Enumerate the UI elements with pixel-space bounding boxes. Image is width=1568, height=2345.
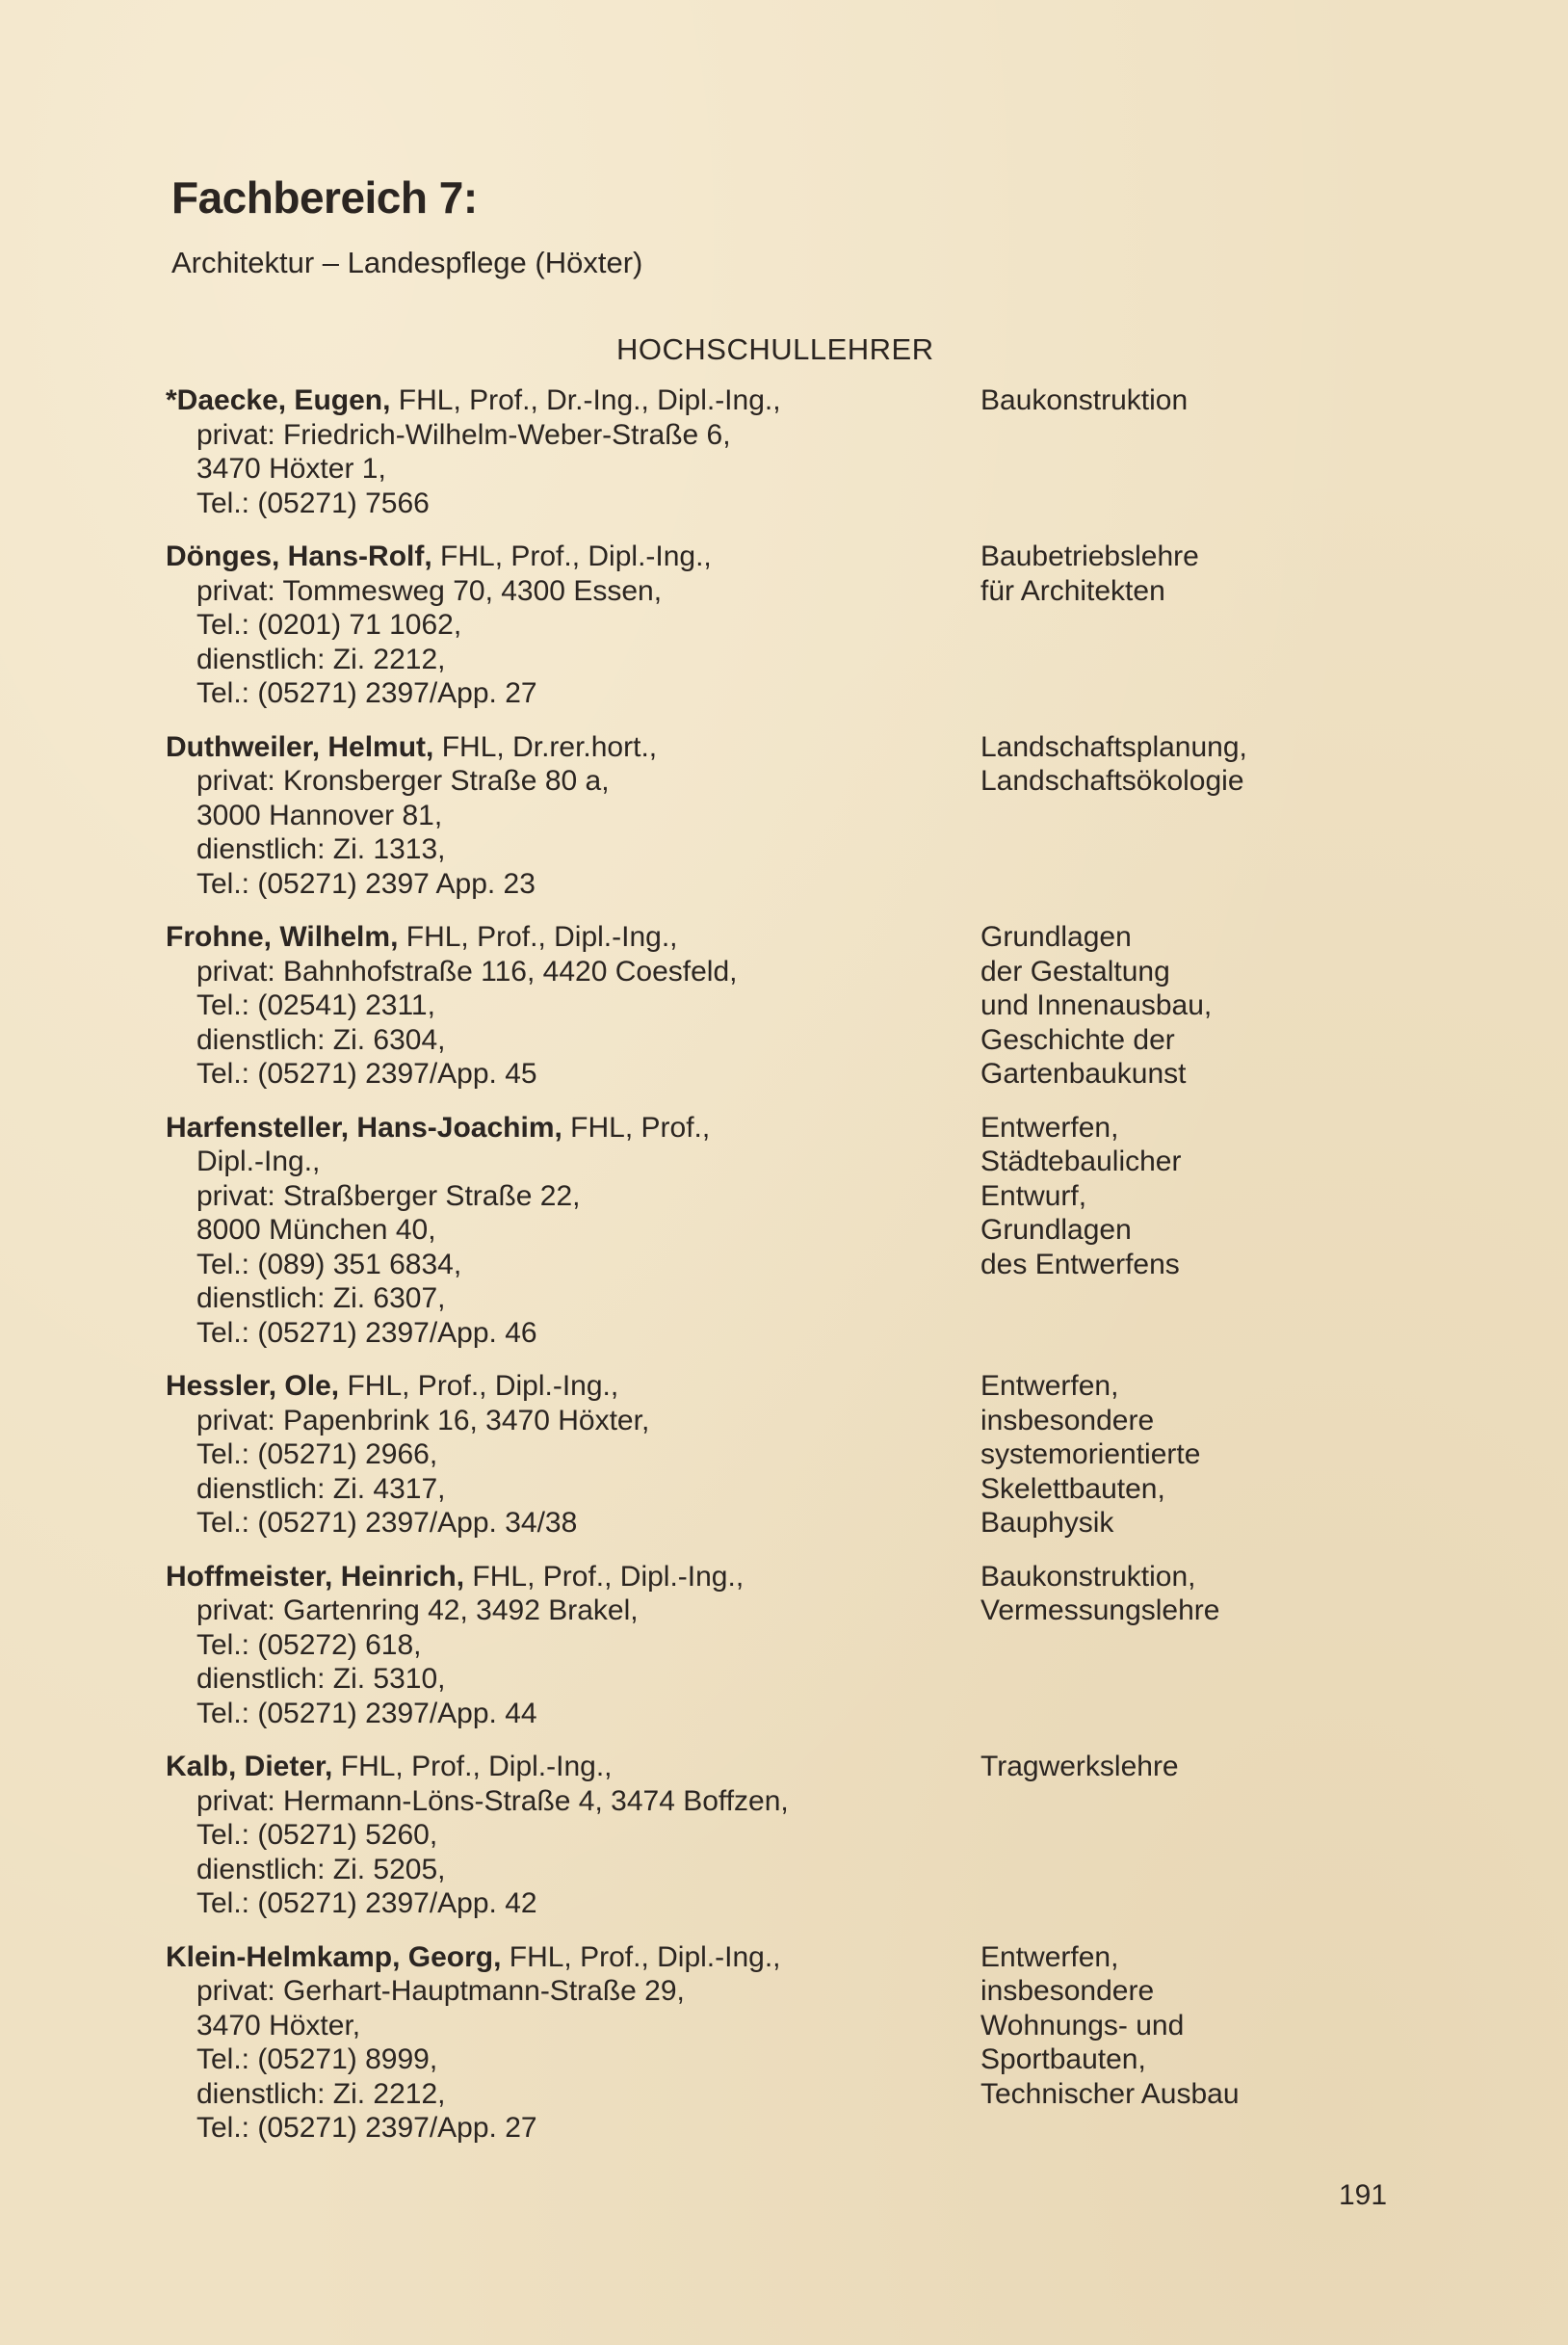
subject-line: Baubetriebslehre	[980, 540, 1199, 572]
staff-titles: FHL, Prof.,	[562, 1111, 711, 1144]
staff-detail-line: privat: Papenbrink 16, 3470 Höxter,	[196, 1404, 650, 1436]
subject-line: systemorientierte	[980, 1438, 1201, 1470]
subject-line: Entwerfen,	[980, 1940, 1119, 1973]
staff-detail-line: Tel.: (05271) 2966,	[196, 1438, 438, 1470]
staff-detail-line: Tel.: (05271) 2397/App. 27	[196, 677, 537, 709]
staff-titles: FHL, Prof., Dipl.-Ing.,	[431, 540, 712, 572]
staff-detail-line: privat: Friedrich-Wilhelm-Weber-Straße 6,	[196, 418, 731, 451]
subject-line: Entwurf,	[980, 1179, 1087, 1212]
subject-line: Grundlagen	[980, 921, 1132, 953]
staff-entry	[166, 1750, 1418, 1921]
staff-entry-details	[166, 383, 975, 520]
staff-entry-details	[166, 1111, 975, 1351]
staff-titles: FHL, Prof., Dipl.-Ing.,	[332, 1751, 613, 1782]
staff-detail-line: Tel.: (05271) 2397/App. 34/38	[196, 1507, 578, 1539]
staff-subjects	[980, 1750, 1385, 1784]
page-number: 191	[1339, 2179, 1388, 2211]
staff-detail-line: Tel.: (05271) 8999,	[196, 2043, 438, 2075]
staff-detail-line: Tel.: (05271) 7566	[196, 487, 430, 519]
staff-subjects	[980, 1940, 1385, 2112]
staff-titles: FHL, Prof., Dipl.-Ing.,	[398, 921, 678, 953]
staff-detail-line: Tel.: (05271) 2397 App. 23	[196, 867, 536, 900]
subject-line: Bauphysik	[980, 1507, 1114, 1539]
staff-titles: FHL, Dr.rer.hort.,	[433, 730, 658, 763]
staff-detail-line: dienstlich: Zi. 2212,	[196, 643, 446, 675]
staff-subjects	[980, 383, 1385, 418]
staff-name: Harfensteller, Hans-Joachim,	[166, 1111, 562, 1144]
page-title: Fachbereich 7:	[171, 172, 478, 223]
staff-entry-heading	[166, 920, 975, 955]
staff-detail-line: Tel.: (089) 351 6834,	[196, 1248, 462, 1280]
staff-detail-line: privat: Hermann-Löns-Straße 4, 3474 Boffzen,	[196, 1784, 789, 1817]
staff-subjects	[980, 1111, 1385, 1282]
staff-detail-line: Tel.: (05272) 618,	[196, 1628, 422, 1661]
staff-detail-line: 3470 Höxter,	[196, 2009, 361, 2042]
staff-detail-line: Tel.: (05271) 2397/App. 44	[196, 1697, 537, 1729]
staff-entry-details	[166, 540, 975, 711]
subject-line: Landschaftsplanung,	[980, 730, 1247, 763]
subject-line: Grundlagen	[980, 1214, 1132, 1246]
subject-line: Skelettbauten,	[980, 1472, 1165, 1505]
staff-entry	[166, 383, 1418, 520]
staff-subjects	[980, 1560, 1385, 1628]
subject-line: Vermessungslehre	[980, 1594, 1220, 1626]
subject-line: Entwerfen,	[980, 1370, 1119, 1402]
subject-line: Baukonstruktion	[980, 384, 1189, 416]
staff-detail-line: privat: Kronsberger Straße 80 a,	[196, 765, 610, 797]
staff-entry	[166, 1369, 1418, 1541]
staff-entry	[166, 920, 1418, 1092]
subject-line: Gartenbaukunst	[980, 1058, 1187, 1090]
subject-line: Technischer Ausbau	[980, 2077, 1240, 2110]
subject-line: Entwerfen,	[980, 1111, 1119, 1144]
staff-detail-line: Tel.: (05271) 2397/App. 27	[196, 2112, 537, 2144]
page-subtitle: Architektur – Landespflege (Höxter)	[171, 246, 643, 279]
staff-entry-heading	[166, 1111, 975, 1146]
staff-detail-line: dienstlich: Zi. 4317,	[196, 1472, 446, 1505]
staff-entry-heading	[166, 1369, 975, 1404]
subject-line: Sportbauten,	[980, 2043, 1146, 2075]
staff-entry-heading	[166, 383, 975, 418]
staff-detail-line: privat: Gartenring 42, 3492 Brakel,	[196, 1594, 639, 1626]
subject-line: Städtebaulicher	[980, 1146, 1182, 1177]
subject-line: Wohnungs- und	[980, 2009, 1185, 2042]
subject-line: Baukonstruktion,	[980, 1560, 1196, 1593]
staff-detail-line: Tel.: (05271) 5260,	[196, 1819, 438, 1851]
staff-detail-line: Tel.: (0201) 71 1062,	[196, 609, 462, 641]
staff-entry-details	[166, 1750, 975, 1921]
staff-name: Hoffmeister, Heinrich,	[166, 1560, 465, 1593]
subject-line: Geschichte der	[980, 1023, 1175, 1056]
staff-subjects	[980, 1369, 1385, 1541]
staff-entry-heading	[166, 1750, 975, 1784]
subject-line: insbesondere	[980, 1404, 1155, 1436]
subject-line: der Gestaltung	[980, 955, 1170, 988]
staff-detail-line: privat: Bahnhofstraße 116, 4420 Coesfeld,	[196, 955, 738, 988]
staff-detail-line: Tel.: (02541) 2311,	[196, 989, 435, 1021]
staff-entry	[166, 730, 1418, 902]
subject-line: Landschaftsökologie	[980, 765, 1244, 797]
staff-entry-heading	[166, 730, 975, 765]
staff-name: *Daecke, Eugen,	[166, 384, 391, 416]
staff-titles: FHL, Prof., Dipl.-Ing.,	[501, 1940, 781, 1973]
staff-name: Hessler, Ole,	[166, 1370, 340, 1402]
subject-line: insbesondere	[980, 1975, 1155, 2007]
staff-detail-line: dienstlich: Zi. 2212,	[196, 2077, 446, 2110]
staff-name: Kalb, Dieter,	[166, 1751, 333, 1782]
staff-entry-details	[166, 1369, 975, 1541]
staff-detail-line: Tel.: (05271) 2397/App. 42	[196, 1887, 537, 1919]
staff-detail-line: dienstlich: Zi. 5205,	[196, 1853, 446, 1885]
staff-entry	[166, 1111, 1418, 1351]
staff-entry-details	[166, 920, 975, 1092]
staff-detail-line: Tel.: (05271) 2397/App. 46	[196, 1316, 537, 1349]
staff-subjects	[980, 540, 1385, 608]
staff-detail-line: 8000 München 40,	[196, 1214, 436, 1246]
section-heading: HOCHSCHULLEHRER	[616, 332, 934, 366]
staff-detail-line: Tel.: (05271) 2397/App. 45	[196, 1058, 537, 1090]
subject-line: für Architekten	[980, 574, 1165, 607]
staff-entry	[166, 1560, 1418, 1731]
staff-name: Frohne, Wilhelm,	[166, 921, 399, 953]
staff-list	[166, 383, 1418, 2165]
staff-entry-details	[166, 730, 975, 902]
staff-detail-line: privat: Tommesweg 70, 4300 Essen,	[196, 574, 663, 607]
subject-line: des Entwerfens	[980, 1248, 1180, 1280]
staff-detail-line: privat: Straßberger Straße 22,	[196, 1179, 581, 1212]
staff-titles: FHL, Prof., Dr.-Ing., Dipl.-Ing.,	[390, 384, 781, 416]
staff-detail-line: 3000 Hannover 81,	[196, 799, 443, 831]
subject-line: und Innenausbau,	[980, 989, 1213, 1021]
staff-detail-line: dienstlich: Zi. 5310,	[196, 1663, 446, 1695]
staff-entry-details	[166, 1560, 975, 1731]
staff-name: Dönges, Hans-Rolf,	[166, 540, 432, 572]
staff-titles: FHL, Prof., Dipl.-Ing.,	[464, 1560, 745, 1593]
staff-name: Duthweiler, Helmut,	[166, 730, 434, 763]
staff-detail-line: 3470 Höxter 1,	[196, 453, 386, 485]
staff-titles: FHL, Prof., Dipl.-Ing.,	[339, 1370, 619, 1402]
staff-subjects	[980, 730, 1385, 799]
staff-detail-line: dienstlich: Zi. 1313,	[196, 833, 446, 865]
staff-detail-line: privat: Gerhart-Hauptmann-Straße 29,	[196, 1975, 685, 2007]
staff-detail-line: Dipl.-Ing.,	[196, 1146, 321, 1177]
staff-detail-line: dienstlich: Zi. 6307,	[196, 1282, 446, 1314]
staff-subjects	[980, 920, 1385, 1092]
staff-name: Klein-Helmkamp, Georg,	[166, 1940, 502, 1973]
staff-entry	[166, 1940, 1418, 2146]
staff-entry-heading	[166, 1940, 975, 1975]
staff-entry	[166, 540, 1418, 711]
staff-entry-details	[166, 1940, 975, 2146]
subject-line: Tragwerkslehre	[980, 1751, 1179, 1782]
staff-entry-heading	[166, 1560, 975, 1594]
staff-detail-line: dienstlich: Zi. 6304,	[196, 1023, 446, 1056]
staff-entry-heading	[166, 540, 975, 574]
